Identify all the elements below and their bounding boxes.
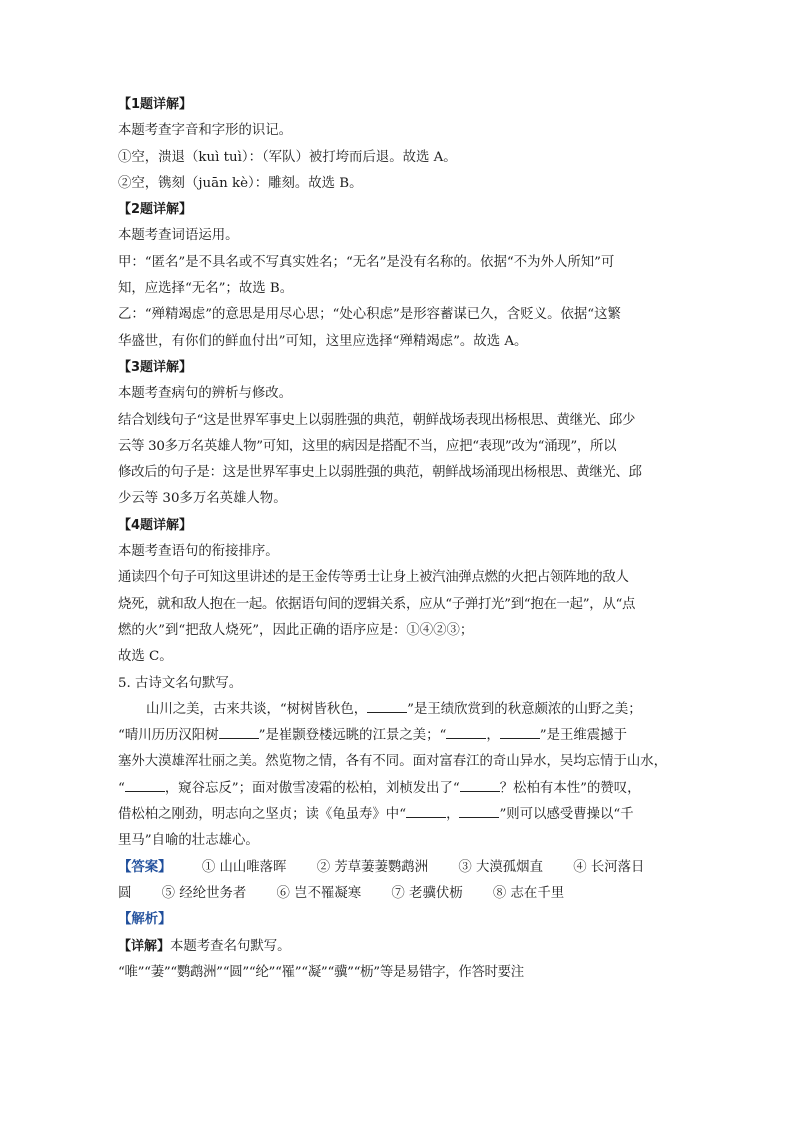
paragraph-line: 通读四个句子可知这里讲述的是王金传等勇士让身上被汽油弹点燃的火把占领阵地的敌人 — [118, 570, 629, 586]
detail-label: 【详解】 — [118, 938, 171, 954]
answer-item: ⑧ 志在千里 — [492, 885, 565, 901]
answer-label: 【答案】 — [118, 859, 172, 875]
question-text: “ — [118, 780, 125, 796]
question-line — [118, 802, 678, 828]
question-text: ？松柏有本性”的赞叹， — [499, 780, 641, 796]
question-text: ， — [446, 807, 460, 823]
answer-item: ① 山山唯落晖 — [201, 859, 287, 875]
question-line: 里马”自喻的壮志雄心。 — [118, 833, 259, 849]
paragraph-line: 修改后的句子是：这是世界军事史上以弱胜强的典范，朝鲜战场涌现出杨根思、黄继光、邱 — [118, 465, 642, 481]
section-heading-4: 【4题详解】 — [118, 517, 193, 533]
paragraph-line: 少云等 30多万名英雄人物。 — [118, 491, 287, 507]
answer-blank — [125, 777, 165, 792]
paragraph-line: 燃的火”到“把敌人烧死”，因此正确的语序应是：①④②③； — [118, 622, 474, 638]
answer-blank — [460, 777, 500, 792]
question-text: ”则可以感受曹操以“千 — [499, 807, 634, 823]
answer-blank — [500, 724, 540, 739]
question-text: 山川之美，古来共谈，“树树皆秋色， — [146, 701, 368, 717]
question-line: 塞外大漠雄浑壮丽之美。然览物之情，各有不同。面对富春江的奇山异水，吴均忘情于山水， — [118, 754, 668, 770]
answer-blank — [219, 724, 259, 739]
answer-item: ③ 大漠孤烟直 — [458, 859, 543, 875]
answer-item: ④ 长河落日 — [573, 859, 645, 875]
answer-item: ⑥ 岂不罹凝寒 — [276, 885, 362, 901]
section-heading-3: 【3题详解】 — [118, 359, 193, 375]
question-text: ， — [486, 728, 500, 744]
answer-item-cont: 圆 — [118, 885, 132, 901]
answer-item: ② 芳草萋萋鹦鹉洲 — [316, 859, 429, 875]
paragraph-line: 本题考查语句的衔接排序。 — [118, 544, 279, 560]
paragraph-line: 云等 30多万名英雄人物”可知，这里的病因是搭配不当，应把“表现”改为“涌现”，所以 — [118, 438, 617, 454]
paragraph-line: 故选 C。 — [118, 649, 173, 665]
paragraph-line: 本题考查字音和字形的识记。 — [118, 123, 293, 139]
paragraph-line: 本题考查词语运用。 — [118, 228, 239, 244]
detail-line — [118, 934, 678, 960]
paragraph-line: 甲：“匿名”是不具名或不写真实姓名；“无名”是没有名称的。依据“不为外人所知”可 — [118, 254, 615, 270]
question-text: ”是崔颢登楼远眺的江景之美；“ — [258, 728, 447, 744]
answer-line — [118, 855, 678, 881]
paragraph-line: ①空，溃退（kuì tuì）：（军队）被打垮而后退。故选 A。 — [118, 149, 457, 165]
question-text: ”是王维震撼于 — [539, 728, 627, 744]
question-text: 借松柏之刚劲，明志向之坚贞；读《龟虽寿》中“ — [118, 807, 407, 823]
question-title: 5. 古诗文名句默写。 — [118, 675, 243, 691]
paragraph-line: 乙：“殚精竭虑”的意思是用尽心思；“处心积虑”是形容蓄谋已久，含贬义。依据“这繁 — [118, 307, 621, 323]
paragraph-line: ②空，镌刻（juān kè）：雕刻。故选 B。 — [118, 175, 363, 191]
document-page — [118, 92, 678, 986]
detail-text: 本题考查名句默写。 — [170, 938, 291, 954]
paragraph-line: 本题考查病句的辨析与修改。 — [118, 386, 293, 402]
question-text: “晴川历历汉阳树 — [118, 728, 219, 744]
question-line — [118, 697, 678, 723]
question-text: ，窥谷忘反”；面对傲雪凌霜的松柏，刘桢发出了“ — [164, 780, 460, 796]
question-text: ”是王绩欣赏到的秋意颇浓的山野之美； — [407, 701, 642, 717]
paragraph-line: “唯”“萋”“鹦鹉洲”“圆”“纶”“罹”“凝”“骥”“枥”等是易错字，作答时要注 — [118, 964, 524, 980]
paragraph-line: 华盛世，有你们的鲜血付出”可知，这里应选择“殚精竭虑”。故选 A。 — [118, 333, 528, 349]
answer-blank — [446, 724, 486, 739]
answer-item: ⑤ 经纶世务者 — [161, 885, 247, 901]
analysis-label: 【解析】 — [118, 912, 172, 928]
paragraph-line: 结合划线句子“这是世界军事史上以弱胜强的典范，朝鲜战场表现出杨根思、黄继光、邱少 — [118, 412, 636, 428]
answer-blank — [406, 803, 446, 818]
question-line — [118, 776, 678, 802]
paragraph-line: 烧死，就和敌人抱在一起。依据语句间的逻辑关系，应从“子弹打光”到“抱在一起”，从“点 — [118, 596, 636, 612]
answer-line — [118, 881, 678, 907]
answer-item: ⑦ 老骥伏枥 — [391, 885, 463, 901]
section-heading-1: 【1题详解】 — [118, 97, 193, 112]
question-line — [118, 723, 678, 749]
paragraph-line: 知，应选择“无名”；故选 B。 — [118, 281, 294, 297]
answer-blank — [459, 803, 499, 818]
answer-blank — [367, 698, 407, 713]
section-heading-2: 【2题详解】 — [118, 202, 193, 218]
